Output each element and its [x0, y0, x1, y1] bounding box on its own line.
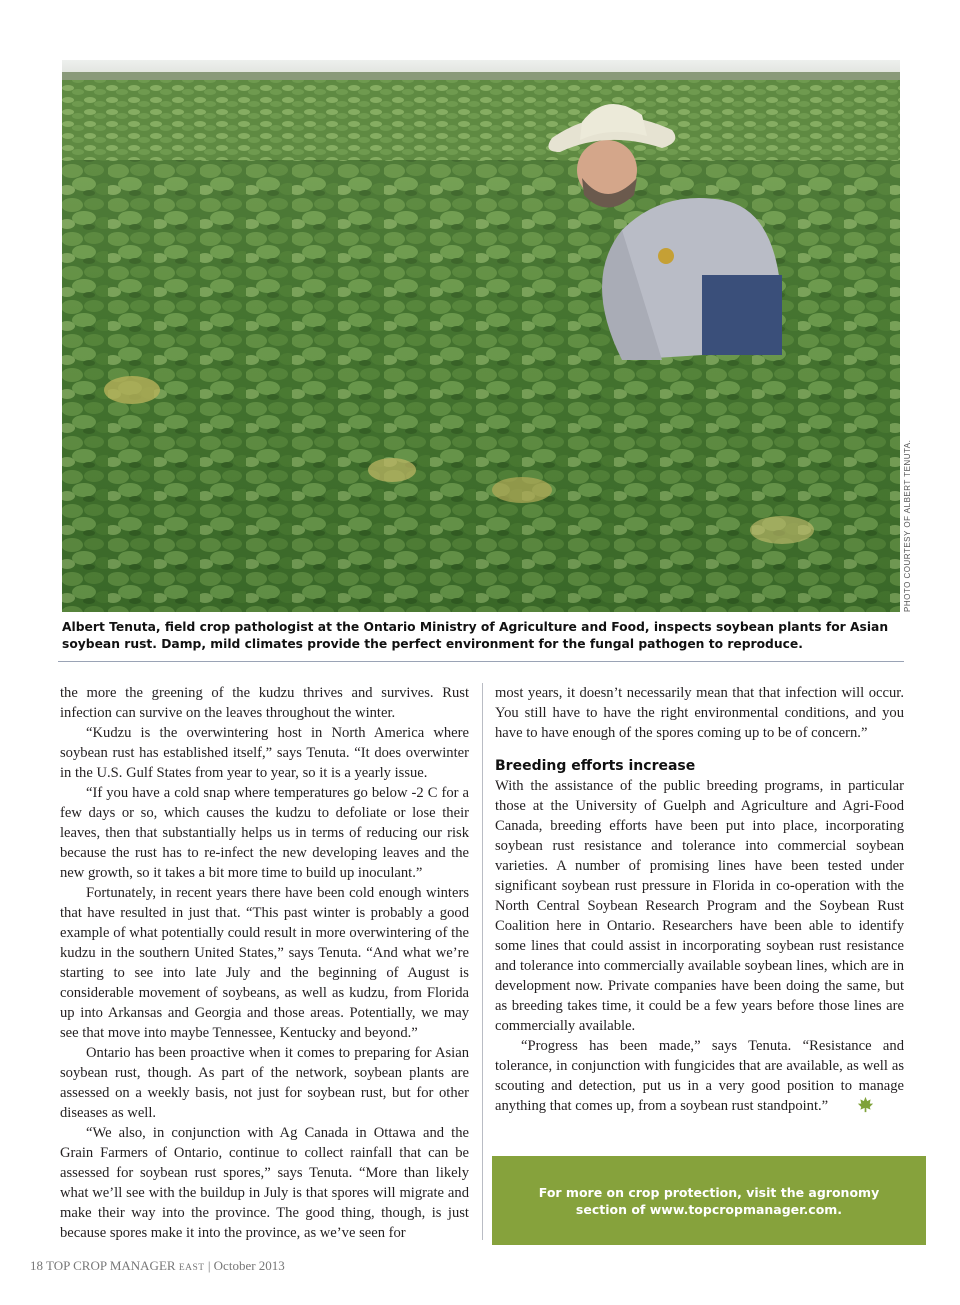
footer-separator: | — [207, 1258, 211, 1273]
promo-text: For more on crop protection, visit the agronomy section of www.topcropmanager.com. — [538, 1184, 880, 1217]
section-subhead: Breeding efforts increase — [495, 758, 696, 774]
photo-caption: Albert Tenuta, field crop pathologist at the Ontario Ministry of Agriculture and Food, inspects soybean plants for Asian soybean rust. Damp, mild climates provide the perfect environment for the fungal pathogen to reproduce. — [62, 620, 889, 651]
caption-divider — [58, 661, 904, 662]
magazine-name: TOP CROP MANAGER — [46, 1258, 176, 1273]
edition-label: EAST — [178, 1263, 205, 1273]
maple-leaf-icon — [831, 1096, 874, 1119]
body-paragraph: Ontario has been proactive when it comes to preparing for Asian soybean rust, though. As part of the network, soybean plants are assessed on a weekly basis, not just for soybean rust, but for other diseases as well. — [60, 1045, 469, 1121]
page-number: 18 — [30, 1258, 43, 1273]
body-paragraph: With the assistance of the public breeding programs, in particular those at the University of Guelph and Agriculture and Agri-Food Canada, breeding efforts have been put into place, incorporating soybean rust resistance and tolerance into commercial soybean varieties. A number of promising lines have been tested under significant soybean rust pressure in Florida in co-operation with the North Central Soybean Research Program and the Soybean Rust Coalition here in Ontario. Researchers have been able to identify some lines that could assist in incorporating soybean rust resistance and tolerance into commercially available soybean lines, which are in development now. Private companies have been doing the same, but as breeding takes time, it could be a few years before those lines are commercially available. — [495, 778, 904, 1034]
soybean-field-illustration — [62, 60, 900, 612]
body-paragraph: “We also, in conjunction with Ag Canada in Ottawa and the Grain Farmers of Ontario, continue to collect rainfall that can be assessed for soybean rust spores,” says Tenuta. “More than likely what we’ll see with the buildup in July is that spores will migrate and make their way into the province. The good thing, though, is just because spores make it into the province, as we’ve seen for — [60, 1125, 469, 1241]
issue-date: October 2013 — [213, 1258, 285, 1273]
column-divider — [482, 683, 483, 1240]
body-paragraph: “If you have a cold snap where temperatures go below -2 C for a few days or so, which causes the kudzu to defoliate or lose their leaves, then that substantially helps us in terms of reducing our risk because the rust has to re-infect the new developing leaves and the new growth, so it takes a bit more time to build up inoculant.” — [60, 785, 469, 881]
body-paragraph: most years, it doesn’t necessarily mean that that infection will occur. You still have to have the right environmental conditions, and you have to have enough of the spores coming up to be of concern.” — [495, 685, 904, 741]
body-paragraph: “Kudzu is the overwintering host in North America where soybean rust has established itself,” says Tenuta. “It does overwinter in the U.S. Gulf States from year to year, so it is a yearly issue. — [60, 725, 469, 781]
photo-credit: PHOTO COURTESY OF ALBERT TENUTA. — [903, 439, 912, 612]
soybean-field-photo — [62, 60, 900, 612]
body-paragraph: the more the greening of the kudzu thrives and survives. Rust infection can survive on the leaves throughout the winter. — [60, 685, 469, 721]
final-paragraph-text: “Progress has been made,” says Tenuta. “Resistance and tolerance, in conjunction with fungicides that are available, as well as scouting and detection, put us in a very good position to manage anything that comes up, from a soybean rust standpoint.” — [495, 1038, 904, 1114]
page-footer — [30, 1258, 285, 1274]
body-paragraph: Fortunately, in recent years there have been cold enough winters that have resulted in just that. “This past winter is probably a good example of what potentially could result in more overwintering of the kudzu in the southern United States,” says Tenuta. “And what we’re starting to see into late July and the beginning of August is considerable movement of soybeans, as well as kudzu, from Florida up into Arkansas and Georgia and those areas. Potentially, we may see that move into maybe Tennessee, Kentucky and beyond.” — [60, 885, 469, 1041]
promo-box — [492, 1156, 926, 1245]
article-left-column — [60, 683, 469, 1243]
body-paragraph-final — [495, 1036, 904, 1119]
article-right-column — [495, 683, 904, 1119]
